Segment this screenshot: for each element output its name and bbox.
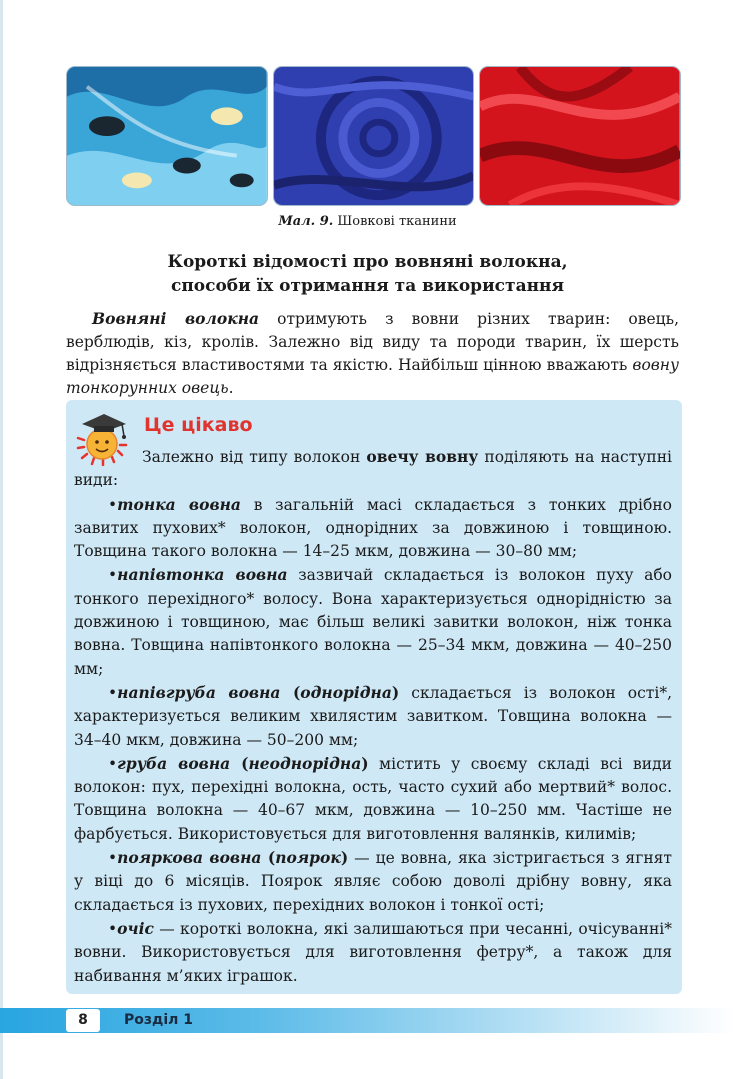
wool-type-item (74, 752, 672, 846)
figure-number: Мал. 9. (278, 214, 334, 229)
section-label: Розділ 1 (124, 1012, 193, 1028)
lead-text-a: Залежно від типу волокон (142, 448, 367, 466)
silk-photo-blue-leopard (66, 66, 268, 206)
bullet: • (108, 754, 118, 773)
wool-type-item (74, 917, 672, 988)
paren-open: ( (280, 682, 301, 702)
silk-photo-royal-blue (273, 66, 475, 206)
wool-type-text: — це вовна, яка зістригається з ягнят у віці до 6 місяців. Поярок являє собою доволі дрібну вовну, яка складається із пухових, перехідних волокон і тонкої ості; (74, 849, 673, 914)
wool-type-item (74, 846, 672, 917)
intro-text-1: отримують з вовни різних тварин: овець, верблюдів, кіз, кролів. Залежно від виду та породи тварин, їх шерсть відрізняється властивостями та якістю. Найбільш цінною вважають (66, 310, 679, 374)
wool-type-item (74, 493, 672, 564)
section-heading (60, 250, 675, 298)
page-edge-rule (0, 0, 3, 1079)
intro-text-2: . (228, 379, 234, 397)
bullet: • (108, 495, 118, 514)
intro-term-2: вовну тонкорунних овець (66, 356, 679, 397)
wool-type-text: зазвичай складається із волокон пуху або тонкого перехідного* волосу. Вона характеризується однорідністю за довжиною і товщиною, має більш великі завитки волокон, ніж тонка вовна. Товщина напівтонкого волокна — 25–34 мкм, довжина — 40–250 мм; (74, 566, 673, 678)
intro-term: Вовняні волокна (92, 309, 260, 328)
figure-caption (0, 214, 735, 229)
wool-type-term: напівтонка вовна (117, 565, 288, 585)
wool-type-text: — короткі волокна, які залишаються при чесанні, очісуванні* вовни. Використовується для виготовлення фетру*, а також для набивання м’яких іграшок. (74, 919, 672, 985)
wool-type-subterm: однорідна (300, 682, 392, 702)
wool-type-text: в загальній масі складається з тонких дрібно завитих пухових* волокон, однорідних за довжиною і товщиною. Товщина такого волокна — 14–25 мкм, довжина — 30–80 мм; (74, 495, 673, 561)
bullet: • (108, 566, 118, 585)
footer-band (0, 1008, 735, 1033)
interesting-box (66, 400, 682, 994)
figure-photos (66, 66, 681, 206)
bullet: • (108, 919, 118, 938)
page-number: 8 (66, 1009, 100, 1032)
heading-line-1: Короткі відомості про вовняні волокна, (167, 252, 568, 272)
paren-open: ( (261, 848, 276, 868)
lead-term: овечу вовну (366, 447, 479, 466)
paren-open: ( (230, 753, 249, 773)
wool-type-item (74, 681, 672, 752)
wool-type-term: напівгруба вовна (117, 682, 281, 702)
heading-line-2: способи їх отримання та використання (170, 276, 565, 296)
lead-text-c: поділяють на наступні види: (74, 448, 673, 490)
figure-caption-text: Шовкові тканини (337, 214, 457, 229)
wool-type-subterm: неоднорідна (248, 753, 362, 773)
bullet: • (108, 683, 118, 702)
wool-type-text: містить у своєму складі всі види волокон: пух, перехідні волокна, ость, часто сухий або мертвий* волос. Товщина волокна — 40–67 мкм, довжина — 10–250 мм. Частіше не фарбується. Використовується для виготовлення валянків, килимів; (74, 754, 672, 843)
page-footer (0, 1008, 735, 1033)
wool-type-term: пояркова вовна (117, 848, 262, 868)
interesting-text (74, 445, 672, 988)
paren-close: ) (391, 682, 400, 702)
wool-type-term: тонка вовна (117, 494, 241, 514)
wool-type-text: складається із волокон ості*, характеризується великим хвилястим завитком. Товщина волокна — 34–40 мкм, довжина — 50–200 мм; (74, 683, 672, 749)
intro-paragraph (66, 307, 679, 400)
wool-type-subterm: поярок (275, 848, 341, 868)
paren-close: ) (340, 848, 349, 868)
wool-type-term: очіс (117, 918, 154, 938)
interesting-title: Це цікаво (144, 414, 253, 436)
wool-type-term: груба вовна (117, 753, 231, 773)
wool-type-item (74, 563, 672, 680)
silk-photo-red (479, 66, 681, 206)
paren-close: ) (361, 753, 369, 773)
bullet: • (108, 849, 118, 868)
